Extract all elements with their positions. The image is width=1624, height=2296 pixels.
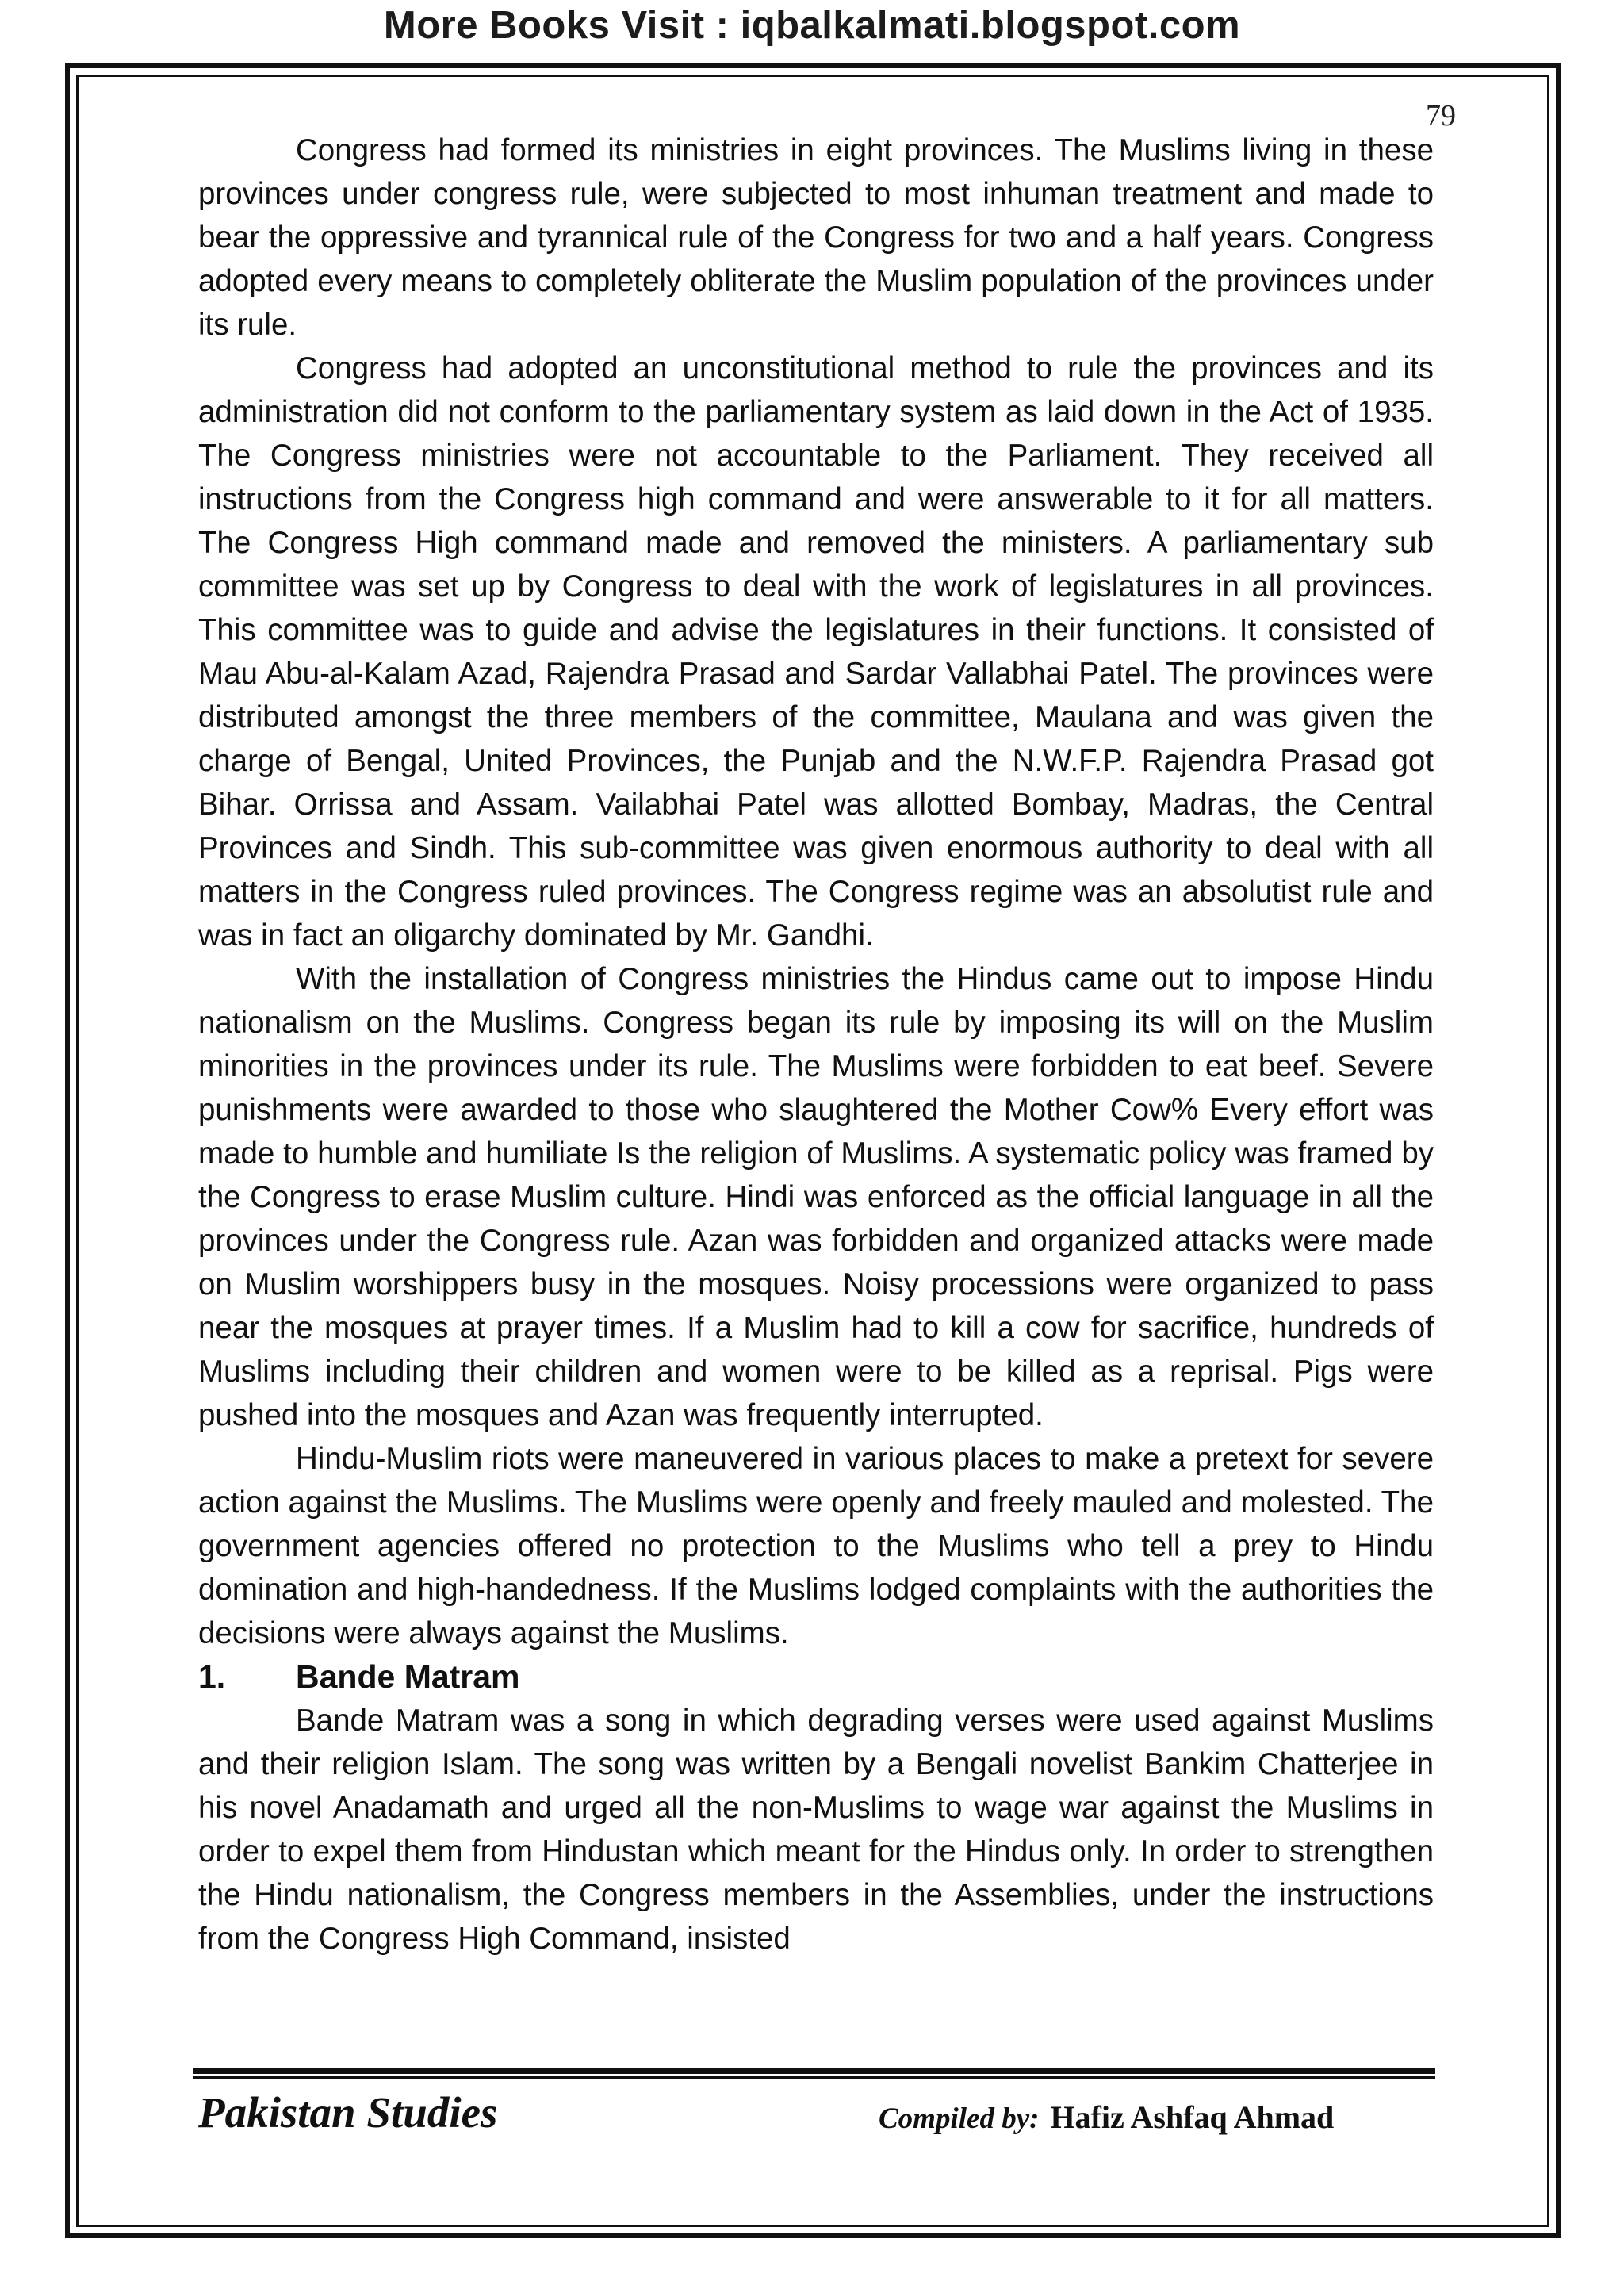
- footer-rule-thin: [193, 2076, 1435, 2079]
- paragraph-hindu-nationalism: With the installation of Congress ministries the Hindus came out to impose Hindu nationalism on the Muslims. Congress began its rule by imposing its will on the Muslim minorities in the provinces under its rule. The Muslims were forbidden to eat beef. Severe punishments were awarded to those who slaughtered the Mother Cow% Every effort was made to humble and humiliate Is the religion of Muslims. A systematic policy was framed by the Congress to erase Muslim culture. Hindi was enforced as the official language in all the provinces under the Congress rule. Azan was forbidden and organized attacks were made on Muslim worshippers busy in the mosques. Noisy processions were organized to pass near the mosques at prayer times. If a Muslim had to kill a cow for sacrifice, hundreds of Muslims including their children and women were to be killed as a reprisal. Pigs were pushed into the mosques and Azan was frequently interrupted.: [198, 962, 1434, 1432]
- paragraph-unconstitutional-rule: Congress had adopted an unconstitutional method to rule the provinces and its administration did not conform to the parliamentary system as laid down in the Act of 1935. The Congress ministries were not accountable to the Parliament. They received all instructions from the Congress high command and were answerable to it for all matters. The Congress High command made and removed the ministers. A parliamentary sub committee was set up by Congress to deal with the work of legislatures in all provinces. This committee was to guide and advise the legislatures in their functions. It consisted of Mau Abu-al-Kalam Azad, Rajendra Prasad and Sardar Vallabhai Patel. The provinces were distributed amongst the three members of the committee, Maulana and was given the charge of Bengal, United Provinces, the Punjab and the N.W.F.P. Rajendra Prasad got Bihar. Orrissa and Assam. Vailabhai Patel was allotted Bombay, Madras, the Central Provinces and Sindh. This sub-committee was given enormous authority to deal with all matters in the Congress ruled provinces. The Congress regime was an absolutist rule and was in fact an oligarchy dominated by Mr. Gandhi.: [198, 351, 1434, 953]
- book-title: Pakistan Studies: [198, 2088, 498, 2137]
- page-number: 79: [1426, 99, 1456, 132]
- section-title: Bande Matram: [296, 1658, 520, 1695]
- blog-banner: More Books Visit : iqbalkalmati.blogspot.com: [383, 4, 1241, 47]
- section-heading: [198, 1655, 1434, 1699]
- compiled-by: [879, 2099, 1334, 2136]
- paragraph-riots: Hindu-Muslim riots were maneuvered in various places to make a pretext for severe action against the Muslims. The Muslims were openly and freely mauled and molested. The government agencies offered no protection to the Muslims who tell a prey to Hindu domination and high-handedness. If the Muslims lodged complaints with the authorities the decisions were always against the Muslims.: [198, 1442, 1434, 1650]
- section-number: 1.: [198, 1658, 226, 1695]
- paragraph-ministries: Congress had formed its ministries in eight provinces. The Muslims living in these provinces under congress rule, were subjected to most inhuman treatment and made to bear the oppressive and tyrannical rule of the Congress for two and a half years. Congress adopted every means to completely obliterate the Muslim population of the provinces under its rule.: [198, 133, 1434, 342]
- paragraph-bande-matram: Bande Matram was a song in which degrading verses were used against Muslims and their religion Islam. The song was written by a Bengali novelist Bankim Chatterjee in his novel Anadamath and urged all the non-Muslims to wage war against the Muslims in order to expel them from Hindustan which meant for the Hindus only. In order to strengthen the Hindu nationalism, the Congress members in the Assemblies, under the instructions from the Congress High Command, insisted: [198, 1704, 1434, 1956]
- author-name: Hafiz Ashfaq Ahmad: [1050, 2099, 1335, 2135]
- page-body: [198, 128, 1434, 1961]
- compiled-by-label: Compiled by:: [879, 2102, 1040, 2135]
- footer-rule-thick: [193, 2068, 1435, 2074]
